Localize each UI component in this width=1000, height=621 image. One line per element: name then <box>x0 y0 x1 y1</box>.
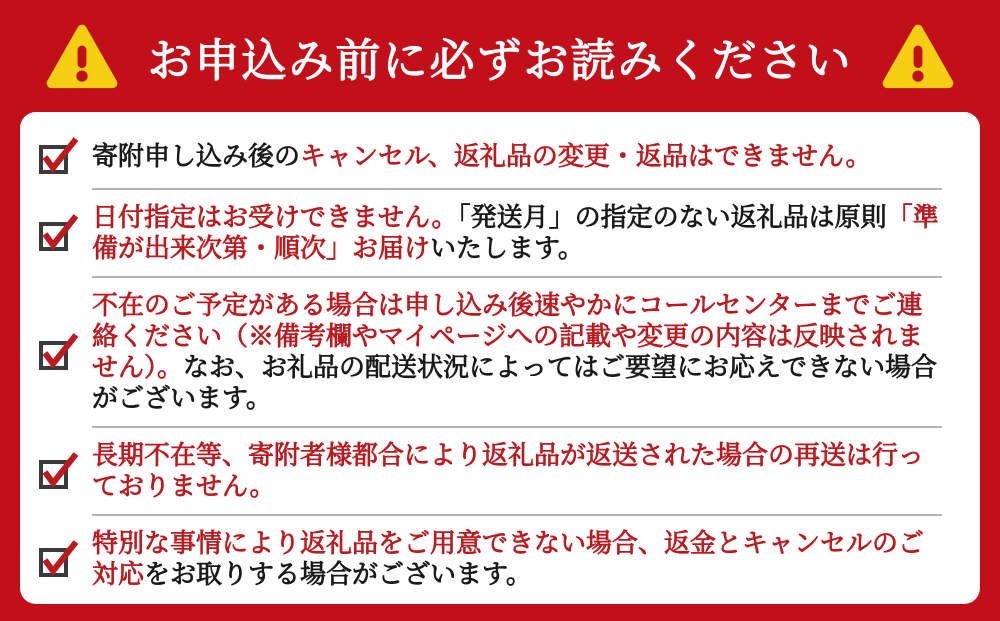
notice-text-segment: 寄附申し込み後の <box>92 140 301 171</box>
checked-checkbox-icon <box>38 136 80 176</box>
notice-text-segment: キャンセル、返礼品の変更・返品はできません。 <box>300 140 872 171</box>
checked-checkbox-icon <box>38 213 80 253</box>
notice-item <box>38 428 942 514</box>
checked-checkbox-icon <box>38 332 80 372</box>
checked-checkbox-icon <box>38 451 80 491</box>
page-title: お申込み前に必ずお読みください <box>147 34 853 86</box>
notice-text <box>92 528 942 590</box>
notice-text-segment: 日付指定はお受けできません。 <box>92 202 458 232</box>
warning-triangle-icon <box>877 19 959 93</box>
notice-text <box>92 290 942 414</box>
notice-text-segment: いたします。 <box>430 233 584 263</box>
notice-text <box>92 440 942 502</box>
notice-item <box>38 278 942 426</box>
notice-item <box>38 516 942 602</box>
notice-text-segment: 「準備が出来次第・順次」お届け <box>92 202 939 263</box>
notice-text-segment: 長期不在等、寄附者様都合により返礼品が返送された場合の再送は行っておりません。 <box>92 440 925 501</box>
warning-triangle-icon <box>41 19 123 93</box>
notice-item <box>38 190 942 276</box>
header-banner <box>0 0 1000 112</box>
notice-item <box>38 124 942 188</box>
checked-checkbox-icon <box>38 539 80 579</box>
notice-text-segment: なお、お礼品の配送状況によってはご要望にお応えできない場合がございます。 <box>92 352 938 413</box>
notice-text <box>92 202 942 264</box>
notice-text-segment: をお取りする場合がございます。 <box>144 559 532 589</box>
notice-panel <box>20 112 980 604</box>
notice-text <box>92 141 872 172</box>
notice-text-segment: 特別な事情により返礼品をご用意できない場合、返金とキャンセルのご対応 <box>92 528 925 589</box>
notice-text-segment: 「発送月」の指定のない返礼品は原則 <box>457 202 887 232</box>
notice-text-segment: 不在のご予定がある場合は申し込み後速やかにコールセンターまでご連絡ください（※備考欄やマイページへの記載や変更の内容は反映されません）。 <box>92 290 923 382</box>
